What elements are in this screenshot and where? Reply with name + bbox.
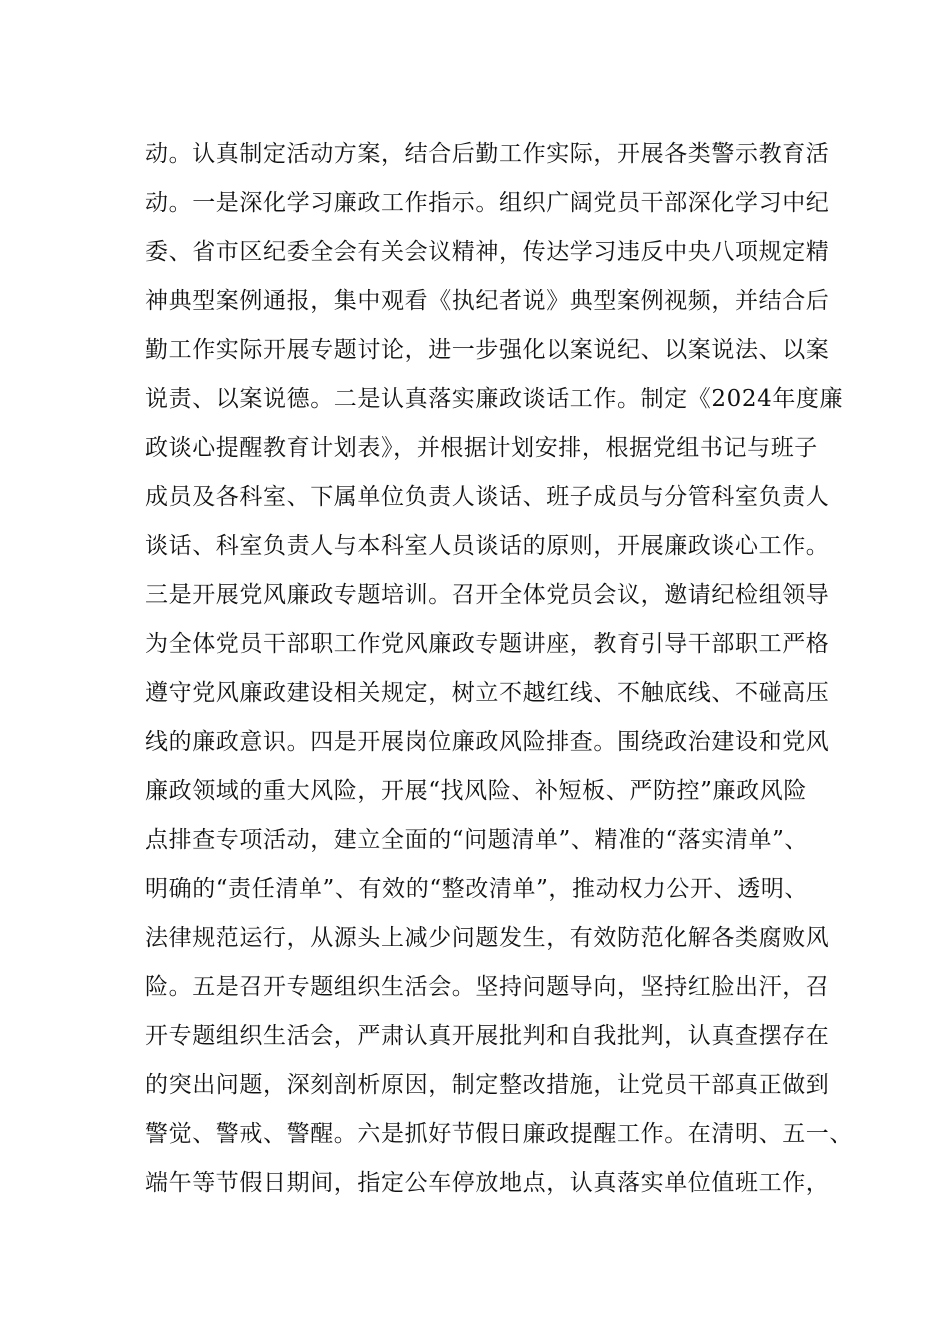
text-line: 政谈心提醒教育计划表》，并根据计划安排，根据党组书记与班子 bbox=[145, 435, 818, 461]
text-line: 说责、以案说德。二是认真落实廉政谈话工作。制定《2024年度廉 bbox=[145, 386, 844, 412]
text-line: 法律规范运行，从源头上减少问题发生，有效防范化解各类腐败风 bbox=[145, 925, 830, 951]
text-line: 明确的“责任清单”、有效的“整改清单”，推动权力公开、透明、 bbox=[145, 876, 809, 902]
text-line: 遵守党风廉政建设相关规定，树立不越红线、不触底线、不碰高压 bbox=[145, 680, 830, 706]
text-line: 成员及各科室、下属单位负责人谈话、班子成员与分管科室负责人 bbox=[145, 484, 830, 510]
body-paragraph bbox=[145, 133, 853, 1211]
text-line: 三是开展党风廉政专题培训。召开全体党员会议，邀请纪检组领导 bbox=[145, 582, 830, 608]
text-line: 开专题组织生活会，严肃认真开展批判和自我批判，认真查摆存在 bbox=[145, 1023, 830, 1049]
text-line: 险。五是召开专题组织生活会。坚持问题导向，坚持红脸出汗，召 bbox=[145, 974, 830, 1000]
text-line: 点排查专项活动，建立全面的“问题清单”、精准的“落实清单”、 bbox=[145, 827, 809, 853]
text-line: 委、省市区纪委全会有关会议精神，传达学习违反中央八项规定精 bbox=[145, 239, 830, 265]
text-line: 为全体党员干部职工作党风廉政专题讲座，教育引导干部职工严格 bbox=[145, 631, 830, 657]
text-line: 警觉、警戒、警醒。六是抓好节假日廉政提醒工作。在清明、五一、 bbox=[145, 1121, 853, 1147]
text-line: 线的廉政意识。四是开展岗位廉政风险排查。围绕政治建设和党风 bbox=[145, 729, 830, 755]
text-line: 端午等节假日期间，指定公车停放地点，认真落实单位值班工作， bbox=[145, 1170, 830, 1196]
text-line: 神典型案例通报，集中观看《执纪者说》典型案例视频，并结合后 bbox=[145, 288, 830, 314]
text-line: 动。认真制定活动方案，结合后勤工作实际，开展各类警示教育活 bbox=[145, 141, 830, 167]
text-line: 勤工作实际开展专题讨论，进一步强化以案说纪、以案说法、以案 bbox=[145, 337, 830, 363]
text-line: 廉政领域的重大风险，开展“找风险、补短板、严防控”廉政风险 bbox=[145, 778, 807, 804]
text-line: 动。一是深化学习廉政工作指示。组织广阔党员干部深化学习中纪 bbox=[145, 190, 830, 216]
text-line: 谈话、科室负责人与本科室人员谈话的原则，开展廉政谈心工作。 bbox=[145, 533, 830, 559]
text-line: 的突出问题，深刻剖析原因，制定整改措施，让党员干部真正做到 bbox=[145, 1072, 830, 1098]
